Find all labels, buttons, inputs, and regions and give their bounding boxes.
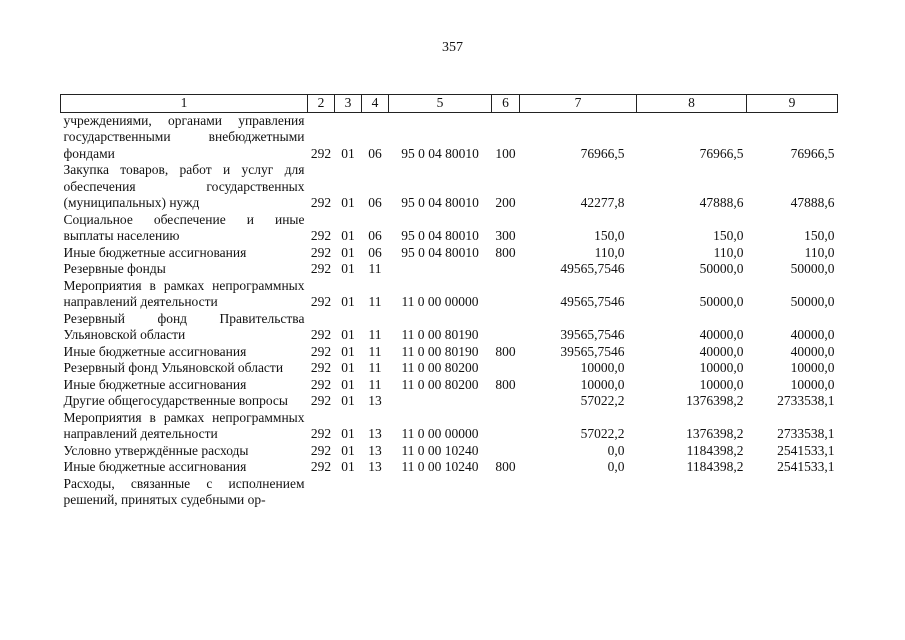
row-expense-type: 300 bbox=[495, 228, 516, 243]
row-target-article: 95 0 04 80010 bbox=[401, 228, 479, 243]
table-row bbox=[61, 278, 838, 311]
row-amount-col8: 1376398,2 bbox=[686, 426, 744, 441]
row-amount-col7: 110,0 bbox=[594, 244, 625, 260]
row-admin-code: 292 bbox=[310, 393, 332, 408]
row-section: 01 bbox=[341, 376, 355, 392]
row-subsection: 11 bbox=[368, 343, 382, 359]
row-expense-type bbox=[492, 360, 520, 377]
row-admin-code: 292 bbox=[310, 145, 332, 161]
row-target-article: 11 0 00 00000 bbox=[401, 426, 479, 441]
row-subsection: 06 bbox=[368, 145, 382, 161]
table-row bbox=[61, 476, 838, 509]
column-header-9: 9 bbox=[747, 95, 838, 113]
row-amount-col7 bbox=[520, 476, 637, 509]
row-amount-col7: 39565,7546 bbox=[560, 327, 625, 342]
table-row bbox=[61, 162, 838, 212]
table-row bbox=[61, 377, 838, 394]
row-admin-code: 292 bbox=[310, 195, 332, 210]
row-admin-code: 292 bbox=[310, 360, 332, 375]
table-row bbox=[61, 459, 838, 476]
row-amount-col7: 0,0 bbox=[607, 459, 625, 474]
row-amount-col9 bbox=[747, 476, 838, 509]
row-amount-col7: 76966,5 bbox=[580, 145, 625, 161]
row-expense-type: 800 bbox=[495, 244, 516, 260]
row-subsection: 06 bbox=[368, 228, 382, 243]
row-expense-type bbox=[492, 476, 520, 509]
row-subsection: 13 bbox=[368, 442, 382, 458]
row-target-article: 95 0 04 80010 bbox=[401, 244, 479, 260]
row-admin-code: 292 bbox=[310, 376, 332, 392]
row-name: Резервный фонд Правительства Ульяновской области bbox=[63, 310, 305, 342]
row-admin-code: 292 bbox=[310, 228, 332, 243]
row-amount-col9: 76966,5 bbox=[790, 145, 835, 161]
row-amount-col8: 40000,0 bbox=[699, 327, 744, 342]
column-header-4: 4 bbox=[362, 95, 389, 113]
row-amount-col7: 42277,8 bbox=[580, 195, 625, 210]
row-amount-col7: 57022,2 bbox=[580, 393, 625, 408]
row-target-article: 11 0 00 10240 bbox=[401, 442, 479, 458]
table-row bbox=[61, 410, 838, 443]
row-expense-type: 800 bbox=[495, 376, 516, 392]
row-expense-type bbox=[492, 410, 520, 443]
row-name: учреждениями, органами управления государственными внебюджетными фондами bbox=[63, 112, 305, 161]
row-name: Иные бюджетные ассигнования bbox=[63, 459, 247, 474]
column-header-8: 8 bbox=[637, 95, 747, 113]
row-amount-col8: 10000,0 bbox=[699, 360, 744, 375]
row-admin-code: 292 bbox=[310, 343, 332, 359]
table-row bbox=[61, 311, 838, 344]
row-name: Мероприятия в рамках непрограммных направлений деятельности bbox=[63, 409, 305, 441]
row-amount-col8: 50000,0 bbox=[699, 261, 744, 276]
row-subsection: 13 bbox=[368, 459, 382, 474]
row-name: Иные бюджетные ассигнования bbox=[63, 376, 247, 392]
row-name: Иные бюджетные ассигнования bbox=[63, 244, 247, 260]
row-admin-code: 292 bbox=[310, 244, 332, 260]
row-amount-col7: 10000,0 bbox=[580, 376, 625, 392]
row-expense-type: 200 bbox=[495, 195, 516, 210]
row-amount-col9: 10000,0 bbox=[790, 376, 835, 392]
row-amount-col8: 1184398,2 bbox=[686, 442, 744, 458]
budget-table bbox=[60, 94, 838, 509]
row-amount-col8: 110,0 bbox=[713, 244, 744, 260]
row-amount-col7: 57022,2 bbox=[580, 426, 625, 441]
row-amount-col7: 150,0 bbox=[594, 228, 625, 243]
row-section: 01 bbox=[341, 459, 355, 474]
row-name: Условно утверждённые расходы bbox=[63, 442, 249, 458]
table-header-row bbox=[61, 95, 838, 113]
row-expense-type bbox=[492, 443, 520, 460]
row-amount-col9: 40000,0 bbox=[790, 327, 835, 342]
row-admin-code: 292 bbox=[310, 327, 332, 342]
row-amount-col8: 1184398,2 bbox=[686, 459, 744, 474]
row-amount-col8 bbox=[637, 476, 747, 509]
column-header-6: 6 bbox=[492, 95, 520, 113]
row-target-article bbox=[389, 261, 492, 278]
row-amount-col7: 49565,7546 bbox=[560, 261, 625, 276]
table-row bbox=[61, 261, 838, 278]
page-number: 357 bbox=[442, 40, 463, 55]
row-admin-code: 292 bbox=[310, 294, 332, 309]
row-expense-type: 800 bbox=[495, 459, 516, 474]
row-expense-type bbox=[492, 393, 520, 410]
row-admin-code bbox=[308, 476, 335, 509]
row-amount-col9: 50000,0 bbox=[790, 261, 835, 276]
row-target-article bbox=[389, 476, 492, 509]
row-subsection: 11 bbox=[368, 261, 382, 276]
row-section: 01 bbox=[341, 343, 355, 359]
column-header-1: 1 bbox=[61, 95, 308, 113]
table-row bbox=[61, 393, 838, 410]
row-section: 01 bbox=[341, 360, 355, 375]
row-amount-col9: 50000,0 bbox=[790, 294, 835, 309]
row-admin-code: 292 bbox=[310, 442, 332, 458]
row-target-article: 11 0 00 00000 bbox=[401, 294, 479, 309]
row-expense-type bbox=[492, 278, 520, 311]
row-section: 01 bbox=[341, 393, 355, 408]
table-row bbox=[61, 112, 838, 162]
row-target-article: 11 0 00 80190 bbox=[401, 343, 479, 359]
row-name: Закупка товаров, работ и услуг для обеспечения государственных (муниципальных) нужд bbox=[63, 162, 305, 210]
row-expense-type bbox=[492, 311, 520, 344]
row-section: 01 bbox=[341, 327, 355, 342]
row-admin-code: 292 bbox=[310, 426, 332, 441]
row-amount-col9: 2541533,1 bbox=[777, 442, 835, 458]
table-row bbox=[61, 245, 838, 262]
row-subsection: 06 bbox=[368, 195, 382, 210]
row-amount-col9: 10000,0 bbox=[790, 360, 835, 375]
row-amount-col9: 2541533,1 bbox=[777, 459, 835, 474]
row-amount-col9: 150,0 bbox=[804, 228, 835, 243]
row-name: Мероприятия в рамках непрограммных направлений деятельности bbox=[63, 277, 305, 309]
row-expense-type: 800 bbox=[495, 343, 516, 359]
column-header-2: 2 bbox=[308, 95, 335, 113]
row-amount-col8: 47888,6 bbox=[699, 195, 744, 210]
row-section: 01 bbox=[341, 442, 355, 458]
row-target-article: 11 0 00 10240 bbox=[401, 459, 479, 474]
row-amount-col9: 47888,6 bbox=[790, 195, 835, 210]
row-subsection: 11 bbox=[368, 327, 382, 342]
column-header-7: 7 bbox=[520, 95, 637, 113]
row-name: Резервный фонд Ульяновской области bbox=[63, 360, 284, 375]
row-amount-col9: 110,0 bbox=[804, 244, 835, 260]
row-name: Иные бюджетные ассигнования bbox=[63, 343, 247, 359]
row-section: 01 bbox=[341, 261, 355, 276]
row-target-article: 95 0 04 80010 bbox=[401, 145, 479, 161]
row-section: 01 bbox=[341, 145, 355, 161]
row-subsection: 11 bbox=[368, 360, 382, 375]
column-header-3: 3 bbox=[335, 95, 362, 113]
row-admin-code: 292 bbox=[310, 459, 332, 474]
row-target-article: 11 0 00 80200 bbox=[401, 360, 479, 375]
row-amount-col9: 2733538,1 bbox=[777, 426, 835, 441]
row-amount-col8: 10000,0 bbox=[699, 376, 744, 392]
row-subsection: 06 bbox=[368, 244, 382, 260]
row-amount-col8: 1376398,2 bbox=[686, 393, 744, 408]
row-amount-col8: 150,0 bbox=[713, 228, 744, 243]
row-target-article: 11 0 00 80190 bbox=[401, 327, 479, 342]
table-body bbox=[61, 112, 838, 509]
row-name: Расходы, связанные с исполнением решений, принятых судебными ор- bbox=[63, 475, 305, 507]
row-section: 01 bbox=[341, 244, 355, 260]
row-admin-code: 292 bbox=[310, 261, 332, 276]
row-amount-col7: 0,0 bbox=[607, 442, 625, 458]
row-target-article bbox=[389, 393, 492, 410]
row-amount-col9: 2733538,1 bbox=[777, 393, 835, 408]
row-section: 01 bbox=[341, 195, 355, 210]
row-amount-col8: 50000,0 bbox=[699, 294, 744, 309]
row-subsection: 13 bbox=[368, 393, 382, 408]
row-name: Социальное обеспечение и иные выплаты населению bbox=[63, 211, 305, 243]
row-amount-col7: 39565,7546 bbox=[560, 343, 625, 359]
row-amount-col7: 49565,7546 bbox=[560, 294, 625, 309]
row-name: Другие общегосударственные вопросы bbox=[63, 393, 288, 408]
table-row bbox=[61, 360, 838, 377]
row-subsection bbox=[362, 476, 389, 509]
table-row bbox=[61, 212, 838, 245]
row-expense-type bbox=[492, 261, 520, 278]
table-row bbox=[61, 443, 838, 460]
row-subsection: 11 bbox=[368, 294, 382, 309]
row-amount-col9: 40000,0 bbox=[790, 343, 835, 359]
row-amount-col8: 40000,0 bbox=[699, 343, 744, 359]
row-expense-type: 100 bbox=[495, 145, 516, 161]
row-subsection: 11 bbox=[368, 376, 382, 392]
table-row bbox=[61, 344, 838, 361]
row-section bbox=[335, 476, 362, 509]
row-section: 01 bbox=[341, 294, 355, 309]
row-target-article: 11 0 00 80200 bbox=[401, 376, 479, 392]
column-header-5: 5 bbox=[389, 95, 492, 113]
row-section: 01 bbox=[341, 228, 355, 243]
row-amount-col7: 10000,0 bbox=[580, 360, 625, 375]
row-subsection: 13 bbox=[368, 426, 382, 441]
row-name: Резервные фонды bbox=[63, 261, 166, 276]
row-target-article: 95 0 04 80010 bbox=[401, 195, 479, 210]
row-section: 01 bbox=[341, 426, 355, 441]
row-amount-col8: 76966,5 bbox=[699, 145, 744, 161]
